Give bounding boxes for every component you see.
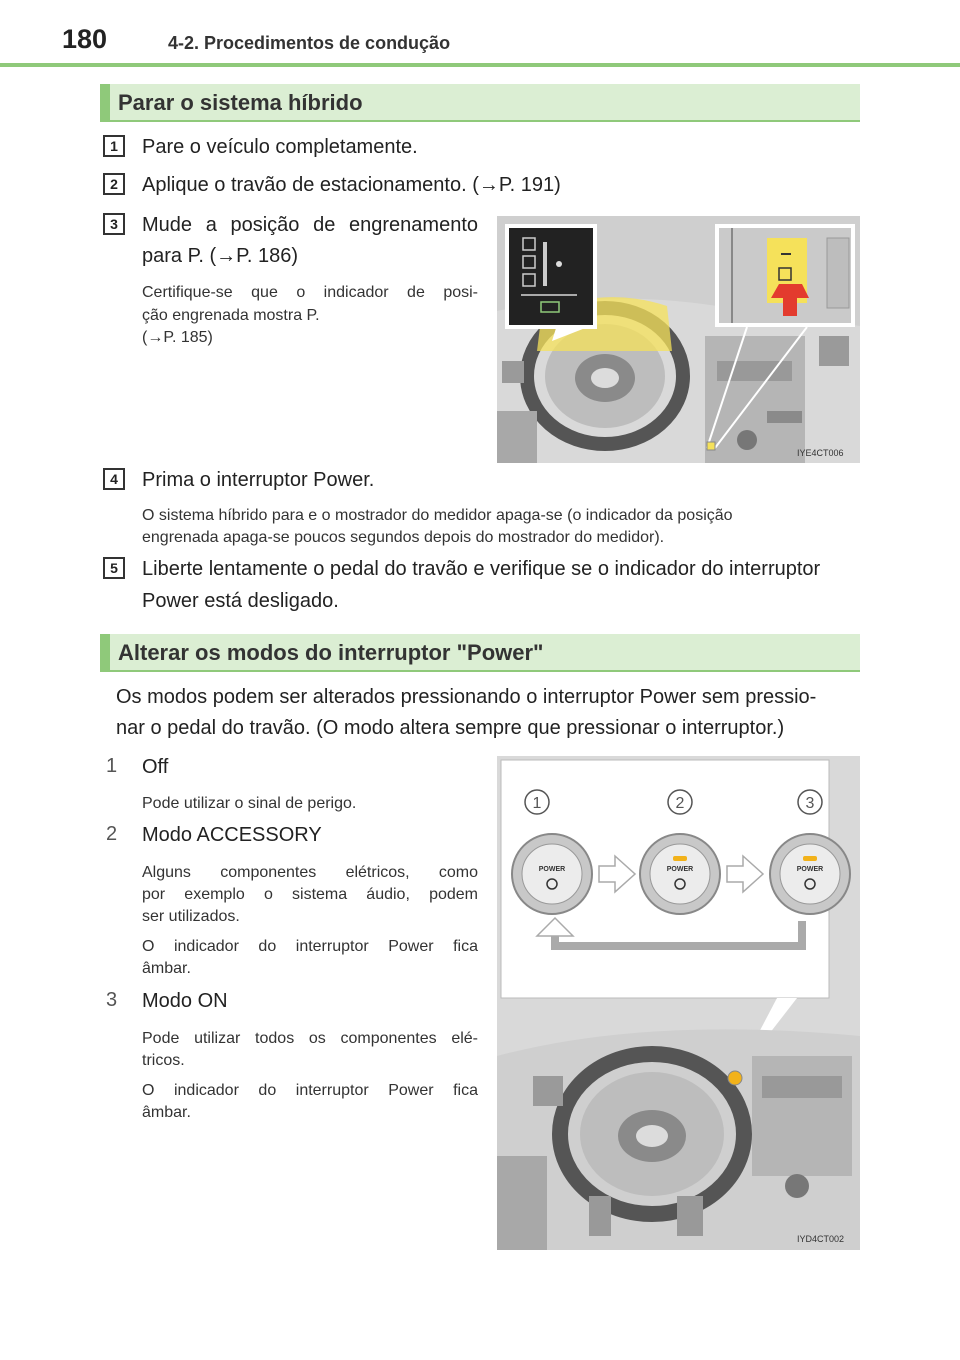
intro-text: nar o pedal do travão. (O modo altera sempre que pressionar o interruptor.) xyxy=(116,717,785,739)
step-text: Prima o interruptor Power. xyxy=(142,469,375,491)
mode-number: 3 xyxy=(106,989,118,1011)
step-text: Power está desligado. xyxy=(142,590,339,612)
mode-desc: O indicador do interruptor Power fica xyxy=(142,938,478,955)
intro-text: Os modos podem ser alterados pressionando o interruptor Power sem pressio- xyxy=(116,686,817,708)
power-button-accessory xyxy=(640,834,720,914)
step-text: Mude a posição de engrenamento xyxy=(142,214,478,236)
step-text: Liberte lentamente o pedal do travão e verifique se o indicador do interruptor xyxy=(142,558,821,580)
mode-title: Modo ACCESSORY xyxy=(142,824,322,846)
power-modes-figure xyxy=(497,756,860,1250)
step-note: engrenada apaga-se poucos segundos depois do mostrador do medidor). xyxy=(142,529,665,546)
power-label: POWER xyxy=(796,866,824,873)
power-label: POWER xyxy=(666,866,694,873)
step-note: (→P. 185) xyxy=(142,329,213,346)
mode-title: Modo ON xyxy=(142,990,228,1012)
page-header xyxy=(0,0,960,66)
section-title-text: Parar o sistema híbrido xyxy=(118,90,363,115)
mode-number: 1 xyxy=(106,755,118,777)
mode-desc: ser utilizados. xyxy=(142,908,240,925)
mode-number: 2 xyxy=(106,823,118,845)
step-note: ção engrenada mostra P. xyxy=(142,307,320,324)
power-switch-illustration xyxy=(497,756,860,1250)
step-number: 4 xyxy=(103,468,125,490)
mode-desc: tricos. xyxy=(142,1052,185,1069)
mode-desc: Alguns componentes elétricos, como xyxy=(142,864,478,881)
section-title-text: Alterar os modos do interruptor "Power" xyxy=(118,640,544,665)
section-title-power-modes xyxy=(100,634,860,672)
dashboard-illustration xyxy=(497,216,860,463)
step-text: para P. (→P. 186) xyxy=(142,245,299,267)
mode-desc: Pode utilizar todos os componentes elé- xyxy=(142,1030,478,1047)
mode-title: Off xyxy=(142,756,169,778)
shift-position-figure xyxy=(497,216,860,463)
step-number: 3 xyxy=(103,213,125,235)
mode-desc: âmbar. xyxy=(142,1104,191,1121)
page-number: 180 xyxy=(62,24,108,54)
section-title-stop-hybrid xyxy=(100,84,860,122)
step-text: Aplique o travão de estacionamento. (→P. 191) xyxy=(142,174,561,196)
power-button-on xyxy=(770,834,850,914)
step-number: 5 xyxy=(103,557,125,579)
power-label: POWER xyxy=(538,866,566,873)
step-number: 2 xyxy=(103,173,125,195)
figure-code: IYD4CT002 xyxy=(797,1234,845,1244)
step-text: Pare o veículo completamente. xyxy=(142,136,418,158)
chapter-title: 4-2. Procedimentos de condução xyxy=(168,33,451,53)
mode-desc: O indicador do interruptor Power fica xyxy=(142,1082,478,1099)
step-note: O sistema híbrido para e o mostrador do medidor apaga-se (o indicador da posição xyxy=(142,507,733,524)
figure-code: IYE4CT006 xyxy=(797,448,844,458)
power-button-off xyxy=(512,834,592,914)
mode-desc: por exemplo o sistema áudio, podem xyxy=(142,886,478,903)
step-note: Certifique-se que o indicador de posi- xyxy=(142,284,478,301)
marker-3: 3 xyxy=(805,795,815,812)
marker-2: 2 xyxy=(675,795,685,812)
mode-desc: Pode utilizar o sinal de perigo. xyxy=(142,795,357,812)
marker-1: 1 xyxy=(532,795,542,812)
step-number: 1 xyxy=(103,135,125,157)
mode-desc: âmbar. xyxy=(142,960,191,977)
header-rule xyxy=(0,63,960,67)
